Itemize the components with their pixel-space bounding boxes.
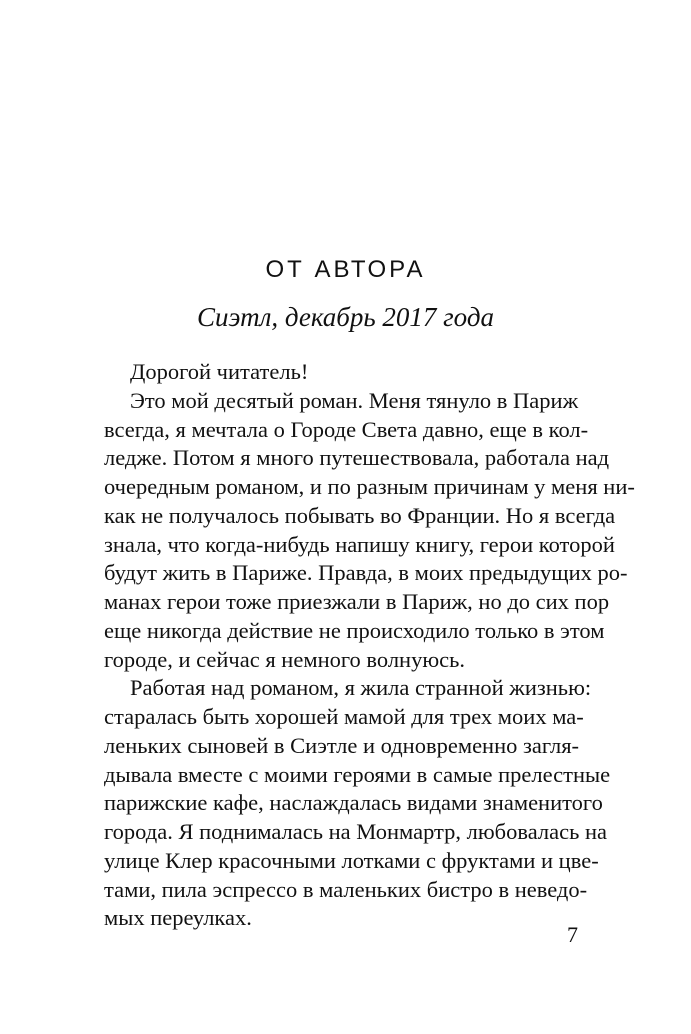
- text-line: Работая над романом, я жила странной жизнью:: [130, 675, 592, 701]
- text-line: Это мой десятый роман. Меня тянуло в Париж: [130, 387, 579, 413]
- text-line: дывала вместе с моими героями в самые прелестные: [104, 761, 611, 787]
- text-line: очередным романом, и по разным причинам у меня ни-: [104, 474, 635, 499]
- text-line: старалась быть хорошей мамой для трех моих ма-: [104, 704, 584, 729]
- text-line: тами, пила эспрессо в маленьких бистро в неведо-: [104, 876, 588, 902]
- text-line: еще никогда действие не происходило только в этом: [104, 617, 605, 643]
- text-line: ледже. Потом я много путешествовала, работала над: [104, 445, 610, 471]
- text-line: мых переулках.: [104, 905, 252, 931]
- text-line: знала, что когда-нибудь напишу книгу, герои которой: [104, 531, 615, 557]
- text-line: будут жить в Париже. Правда, в моих предыдущих ро-: [104, 560, 628, 586]
- text-line: улице Клер красочными лотками с фруктами и цве-: [104, 847, 599, 873]
- text-line: манах герои тоже приезжали в Париж, но до сих пор: [104, 589, 610, 614]
- text-line: Дорогой читатель!: [130, 359, 309, 384]
- chapter-title: ОТ АВТОРА: [265, 256, 426, 283]
- text-line: леньких сыновей в Сиэтле и одновременно загля-: [104, 732, 580, 758]
- text-line: как не получалось побывать во Франции. Но я всегда: [104, 502, 616, 528]
- page-number: 7: [567, 922, 578, 947]
- text-line: городе, и сейчас я немного волнуюсь.: [104, 646, 466, 672]
- text-line: парижские кафе, наслаждалась видами знаменитого: [104, 790, 603, 816]
- text-line: всегда, я мечтала о Городе Света давно, еще в кол-: [104, 416, 589, 442]
- text-line: города. Я поднималась на Монмартр, любовалась на: [104, 819, 607, 844]
- chapter-subtitle: Сиэтл, декабрь 2017 года: [197, 302, 494, 332]
- body-text: [104, 358, 635, 933]
